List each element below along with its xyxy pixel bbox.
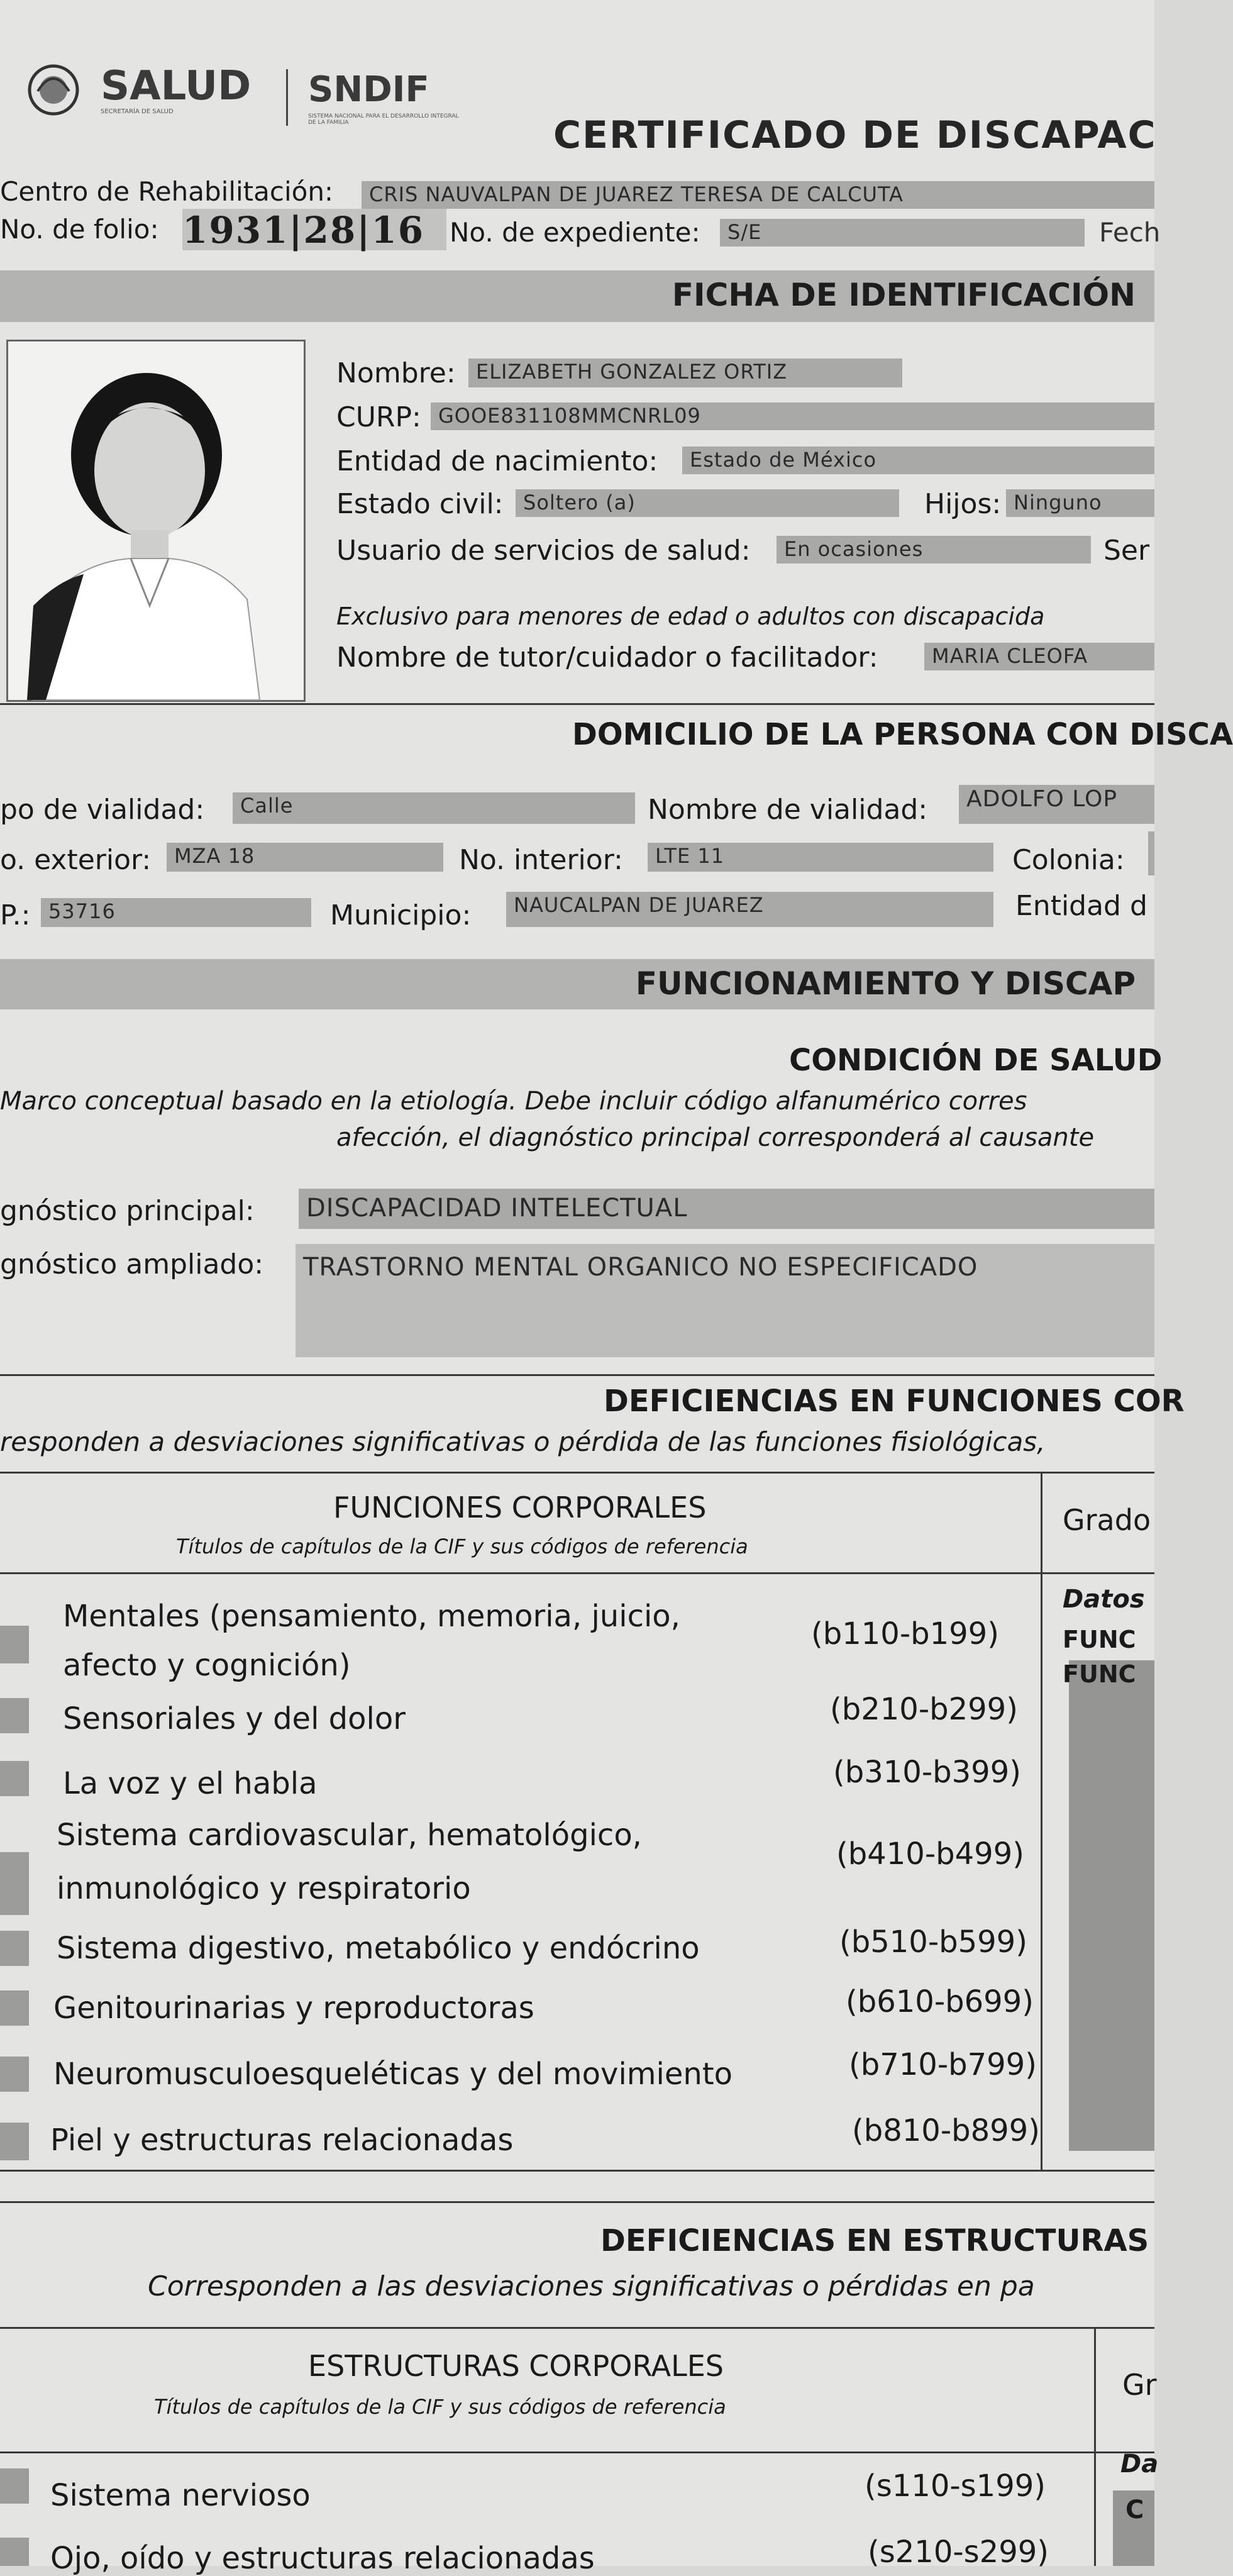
dx-ampliado-label: gnóstico ampliado: xyxy=(0,1248,264,1280)
colonia-value-box xyxy=(1148,831,1154,875)
centro-value: CRIS NAUVALPAN DE JUAREZ TERESA DE CALCUTA xyxy=(362,181,1154,209)
estructuras-row-2-line1: Ojo, oído y estructuras relacionadas xyxy=(50,2541,595,2576)
cp-value: 53716 xyxy=(41,898,311,927)
dx-principal-value: DISCAPACIDAD INTELECTUAL xyxy=(299,1189,1154,1229)
funciones-row-8-code: (b810-b899) xyxy=(852,2113,1040,2148)
ser-label: Ser xyxy=(1103,535,1150,567)
funcionamiento-section-bar xyxy=(0,959,1154,1009)
estructuras-grado-header: Gr xyxy=(1122,2368,1157,2402)
civil-label: Estado civil: xyxy=(336,488,504,520)
expediente-label: No. de expediente: xyxy=(450,217,700,248)
funciones-table-top xyxy=(0,1472,1154,1474)
estructuras-row-1-code: (s110-s199) xyxy=(865,2468,1046,2504)
centro-label: Centro de Rehabilitación: xyxy=(0,176,334,207)
estructuras-c-label: C xyxy=(1125,2496,1144,2524)
funciones-row-3-line1: La voz y el habla xyxy=(63,1766,318,1801)
folio-label: No. de folio: xyxy=(0,214,159,245)
municipio-label: Municipio: xyxy=(330,899,472,931)
row-checkbox[interactable] xyxy=(0,1698,29,1733)
tipo-vialidad-label: po de vialidad: xyxy=(0,794,205,826)
sndif-logo-text: SNDIF xyxy=(308,69,429,110)
exclusivo-note: Exclusivo para menores de edad o adultos con discapacida xyxy=(336,602,1045,630)
row-checkbox[interactable] xyxy=(0,1990,29,2026)
funciones-row-2-line1: Sensoriales y del dolor xyxy=(63,1701,406,1736)
tipo-vialidad-value: Calle xyxy=(233,792,635,824)
domicilio-divider xyxy=(0,703,1154,705)
funciones-row-3-code: (b310-b399) xyxy=(833,1755,1021,1790)
nombre-label: Nombre: xyxy=(336,357,456,389)
salud-logo-subtext: SECRETARÍA DE SALUD xyxy=(101,108,174,115)
interior-value: LTE 11 xyxy=(648,843,993,872)
func-label-2: FUNC xyxy=(1063,1660,1136,1688)
estructuras-col-header: ESTRUCTURAS CORPORALES xyxy=(308,2349,724,2383)
person-photo-icon xyxy=(8,341,304,700)
sndif-logo-subtext: SISTEMA NACIONAL PARA EL DESARROLLO INTEGRAL DE LA FAMILIA xyxy=(308,113,459,126)
document-title: CERTIFICADO DE DISCAPAC xyxy=(553,113,1157,157)
entidad-label: Entidad de nacimiento: xyxy=(336,445,658,477)
dx-ampliado-value: TRASTORNO MENTAL ORGANICO NO ESPECIFICADO xyxy=(296,1244,1154,1357)
salud-emblem-icon xyxy=(19,60,94,116)
funciones-row-2-code: (b210-b299) xyxy=(830,1692,1018,1727)
row-checkbox[interactable] xyxy=(0,1761,29,1796)
funciones-row-4-line1: Sistema cardiovascular, hematológico, xyxy=(57,1818,642,1853)
nombre-vialidad-value: ADOLFO LOP xyxy=(959,785,1154,824)
folio-value: 1931|28|16 xyxy=(182,209,446,250)
salud-logo-text: SALUD xyxy=(101,63,252,109)
exterior-label: o. exterior: xyxy=(0,844,152,876)
estructuras-subtitle: Corresponden a las desviaciones significativas o pérdidas en pa xyxy=(148,2270,1035,2302)
funciones-title: DEFICIENCIAS EN FUNCIONES COR xyxy=(604,1384,1185,1419)
funciones-row-7-code: (b710-b799) xyxy=(849,2047,1037,2082)
funciones-table-bottom xyxy=(0,2170,1154,2172)
exterior-value: MZA 18 xyxy=(167,843,443,872)
funciones-row-1-line1: Mentales (pensamiento, memoria, juicio, xyxy=(63,1599,680,1634)
funciones-row-1-code: (b110-b199) xyxy=(811,1616,999,1652)
row-checkbox[interactable] xyxy=(0,1931,29,1966)
interior-label: No. interior: xyxy=(459,844,623,876)
estructuras-col-divider xyxy=(1094,2327,1096,2566)
funciones-col-header: FUNCIONES CORPORALES xyxy=(333,1491,707,1524)
funciones-row-7-line1: Neuromusculoesqueléticas y del movimiento xyxy=(53,2057,733,2092)
entidad-value: Estado de México xyxy=(682,447,1154,474)
row-checkbox[interactable] xyxy=(0,2123,29,2160)
civil-value: Soltero (a) xyxy=(516,489,899,517)
funciones-row-5-line1: Sistema digestivo, metabólico y endócrino xyxy=(57,1931,700,1966)
row-checkbox[interactable] xyxy=(0,2468,29,2504)
nombre-vialidad-label: Nombre de vialidad: xyxy=(648,794,928,826)
municipio-value: NAUCALPAN DE JUAREZ xyxy=(506,892,993,927)
row-checkbox[interactable] xyxy=(0,1852,29,1915)
row-checkbox[interactable] xyxy=(0,2057,29,2092)
grado-shaded-column xyxy=(1069,1660,1154,2151)
ficha-section-bar xyxy=(0,270,1154,322)
marco-note-line1: Marco conceptual basado en la etiología. Debe incluir código alfanumérico corres xyxy=(0,1087,1027,1116)
grado-header: Grado xyxy=(1063,1503,1151,1537)
estructuras-col-subheader: Títulos de capítulos de la CIF y sus códigos de referencia xyxy=(154,2395,726,2419)
funciones-subtitle: responden a desviaciones significativas o pérdida de las funciones fisiológicas, xyxy=(0,1426,1046,1457)
condicion-title: CONDICIÓN DE SALUD xyxy=(789,1043,1163,1078)
estructuras-datos-label: Da xyxy=(1120,2450,1159,2479)
fecha-label: Fech xyxy=(1099,217,1161,248)
funcionamiento-section-title: FUNCIONAMIENTO Y DISCAP xyxy=(635,965,1136,1002)
hijos-label: Hijos: xyxy=(924,488,1002,520)
marco-note-line2: afección, el diagnóstico principal corresponderá al causante xyxy=(336,1123,1095,1152)
entidad-domicilio-label: Entidad d xyxy=(1015,890,1147,922)
ficha-section-title: FICHA DE IDENTIFICACIÓN xyxy=(672,277,1136,313)
funciones-row-8-line1: Piel y estructuras relacionadas xyxy=(50,2123,514,2158)
tutor-label: Nombre de tutor/cuidador o facilitador: xyxy=(336,641,878,674)
estructuras-header-bottom xyxy=(0,2451,1154,2453)
estructuras-title: DEFICIENCIAS EN ESTRUCTURAS xyxy=(600,2223,1149,2258)
cp-label: P.: xyxy=(0,899,31,931)
usuario-label: Usuario de servicios de salud: xyxy=(336,535,751,567)
estructuras-divider xyxy=(0,2201,1154,2203)
nombre-value: ELIZABETH GONZALEZ ORTIZ xyxy=(468,358,902,387)
hijos-value: Ninguno xyxy=(1006,489,1154,517)
salud-logo xyxy=(19,60,94,116)
curp-value: GOOE831108MMCNRL09 xyxy=(431,402,1154,430)
tutor-value: MARIA CLEOFA xyxy=(924,643,1154,670)
funciones-row-6-line1: Genitourinarias y reproductoras xyxy=(53,1990,534,2026)
expediente-value: S/E xyxy=(720,219,1085,247)
funciones-header-bottom xyxy=(0,1572,1154,1574)
colonia-label: Colonia: xyxy=(1012,844,1125,876)
curp-label: CURP: xyxy=(336,401,421,433)
datos-label: Datos xyxy=(1063,1585,1145,1614)
funciones-divider xyxy=(0,1374,1154,1376)
funciones-row-4-line2: inmunológico y respiratorio xyxy=(57,1871,471,1906)
usuario-value: En ocasiones xyxy=(777,536,1091,564)
estructuras-table-top xyxy=(0,2327,1154,2329)
funciones-row-4-code: (b410-b499) xyxy=(836,1836,1024,1872)
funciones-row-6-code: (b610-b699) xyxy=(846,1984,1034,2019)
estructuras-row-2-code: (s210-s299) xyxy=(868,2534,1049,2570)
dx-principal-label: gnóstico principal: xyxy=(0,1195,255,1227)
id-photo xyxy=(6,340,306,702)
row-checkbox[interactable] xyxy=(0,1626,29,1663)
funciones-row-5-code: (b510-b599) xyxy=(839,1924,1027,1960)
funciones-row-1-line2: afecto y cognición) xyxy=(63,1648,351,1683)
funciones-col-subheader: Títulos de capítulos de la CIF y sus códigos de referencia xyxy=(176,1535,748,1558)
logo-divider xyxy=(286,69,288,126)
func-label-1: FUNC xyxy=(1063,1626,1136,1653)
estructuras-row-1-line1: Sistema nervioso xyxy=(50,2478,311,2513)
row-checkbox[interactable] xyxy=(0,2538,29,2566)
domicilio-title: DOMICILIO DE LA PERSONA CON DISCA xyxy=(572,717,1233,752)
funciones-col-divider xyxy=(1041,1472,1042,2170)
